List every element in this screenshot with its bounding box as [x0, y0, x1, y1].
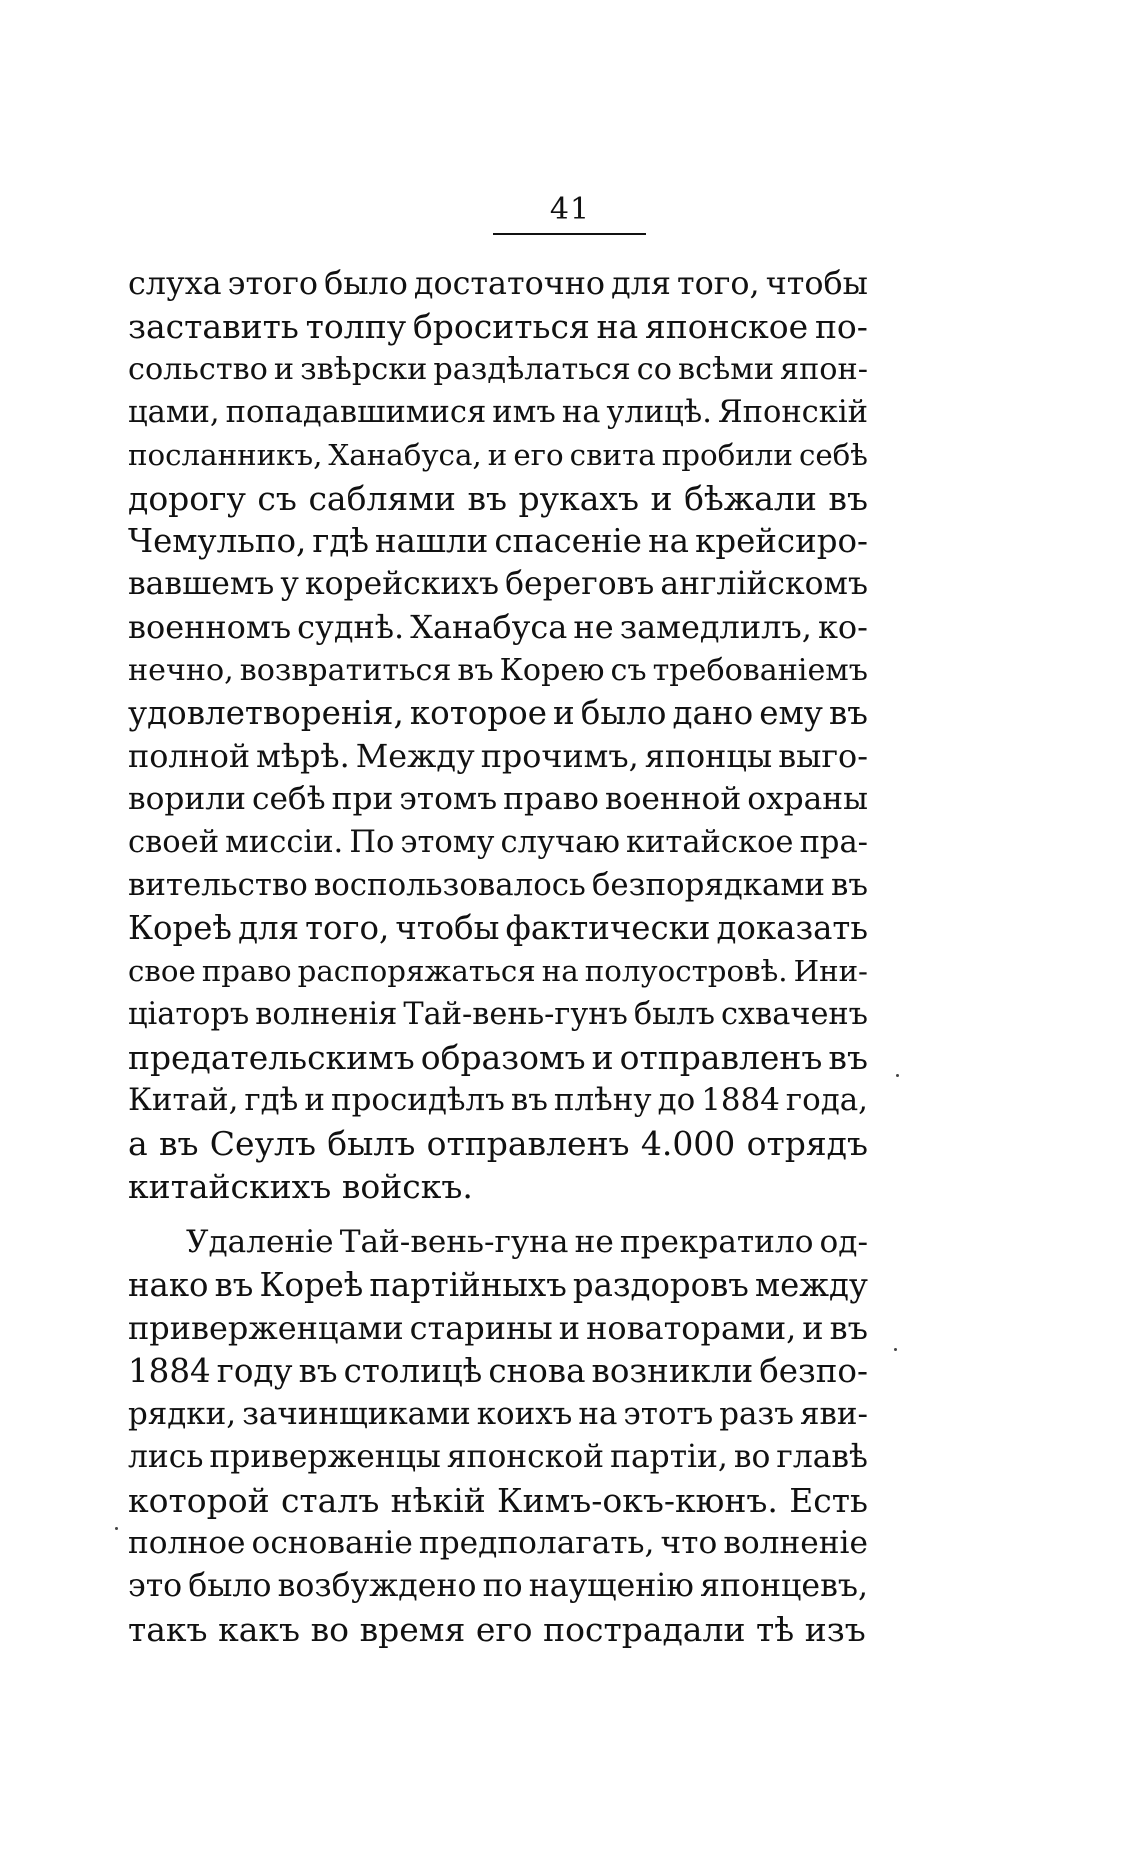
text-line: заставить толпу броситься на японское по-: [128, 307, 868, 346]
text-line: посланникъ, Ханабуса, и его свита пробили себѣ: [128, 438, 868, 472]
text-line: нечно, возвратиться въ Корею съ требованіемъ: [128, 653, 868, 688]
text-line: такъ какъ во время его пострадали тѣ изъ: [128, 1610, 866, 1649]
scan-speck: [896, 1074, 899, 1077]
text-line: приверженцами старины и новаторами, и въ: [128, 1309, 868, 1347]
text-line: цами, попадавшимися имъ на улицѣ. Японскій: [128, 395, 868, 430]
text-line: полное основаніе предполагать, что волненіе: [128, 1525, 868, 1561]
text-line: которой сталъ нѣкій Кимъ-окъ-кюнъ. Есть: [128, 1481, 868, 1520]
text-line: вавшемъ у корейскихъ береговъ англійскомъ: [128, 566, 868, 602]
text-line: нако въ Кореѣ партійныхъ раздоровъ между: [128, 1266, 868, 1304]
scan-speck: [894, 1348, 897, 1351]
text-line: Кореѣ для того, чтобы фактически доказать: [128, 909, 868, 947]
text-line: Чемульпо, гдѣ нашли спасеніе на крейсиро-: [128, 522, 868, 560]
text-line: ворили себѣ при этомъ право военной охраны: [128, 781, 868, 817]
header-rule: [493, 233, 646, 235]
text-line: слуха этого было достаточно для того, чтобы: [128, 264, 868, 302]
text-line: сольство и звѣрски раздѣлаться со всѣми япон-: [128, 352, 868, 387]
text-line: военномъ суднѣ. Ханабуса не замедлилъ, ко-: [128, 608, 868, 646]
text-line: а въ Сеулъ былъ отправленъ 4.000 отрядъ: [128, 1124, 868, 1163]
text-line: лись приверженцы японской партіи, во главѣ: [128, 1439, 868, 1475]
text-line: полной мѣрѣ. Между прочимъ, японцы выго-: [128, 737, 868, 775]
text-line: это было возбуждено по наущенію японцевъ,: [128, 1568, 868, 1604]
text-line: Удаленіе Тай-вень-гуна не прекратило од-: [186, 1224, 868, 1260]
text-line: удовлетворенія, которое и было дано ему въ: [128, 694, 868, 732]
text-line: дорогу съ саблями въ рукахъ и бѣжали въ: [128, 479, 868, 518]
text-line: 1884 году въ столицѣ снова возникли безпо-: [128, 1352, 868, 1390]
text-line: рядки, зачинщиками коихъ на этотъ разъ яви-: [128, 1396, 868, 1432]
text-line: ціаторъ волненія Тай-вень-гунъ былъ схваченъ: [128, 997, 868, 1032]
text-line: китайскихъ войскъ.: [128, 1167, 473, 1206]
page-number: 41: [549, 192, 591, 227]
body-text: [128, 262, 868, 1651]
text-line: Китай, гдѣ и просидѣлъ въ плѣну до 1884 года,: [128, 1082, 868, 1118]
text-line: предательскимъ образомъ и отправленъ въ: [128, 1038, 868, 1077]
paragraph-gap: [128, 1208, 868, 1221]
scan-speck: [115, 1527, 118, 1530]
text-line: вительство воспользовалось безпорядками въ: [128, 867, 868, 903]
text-line: свое право распоряжаться на полуостровѣ. Ини-: [128, 954, 868, 988]
text-line: своей миссіи. По этому случаю китайское пра-: [128, 825, 868, 860]
